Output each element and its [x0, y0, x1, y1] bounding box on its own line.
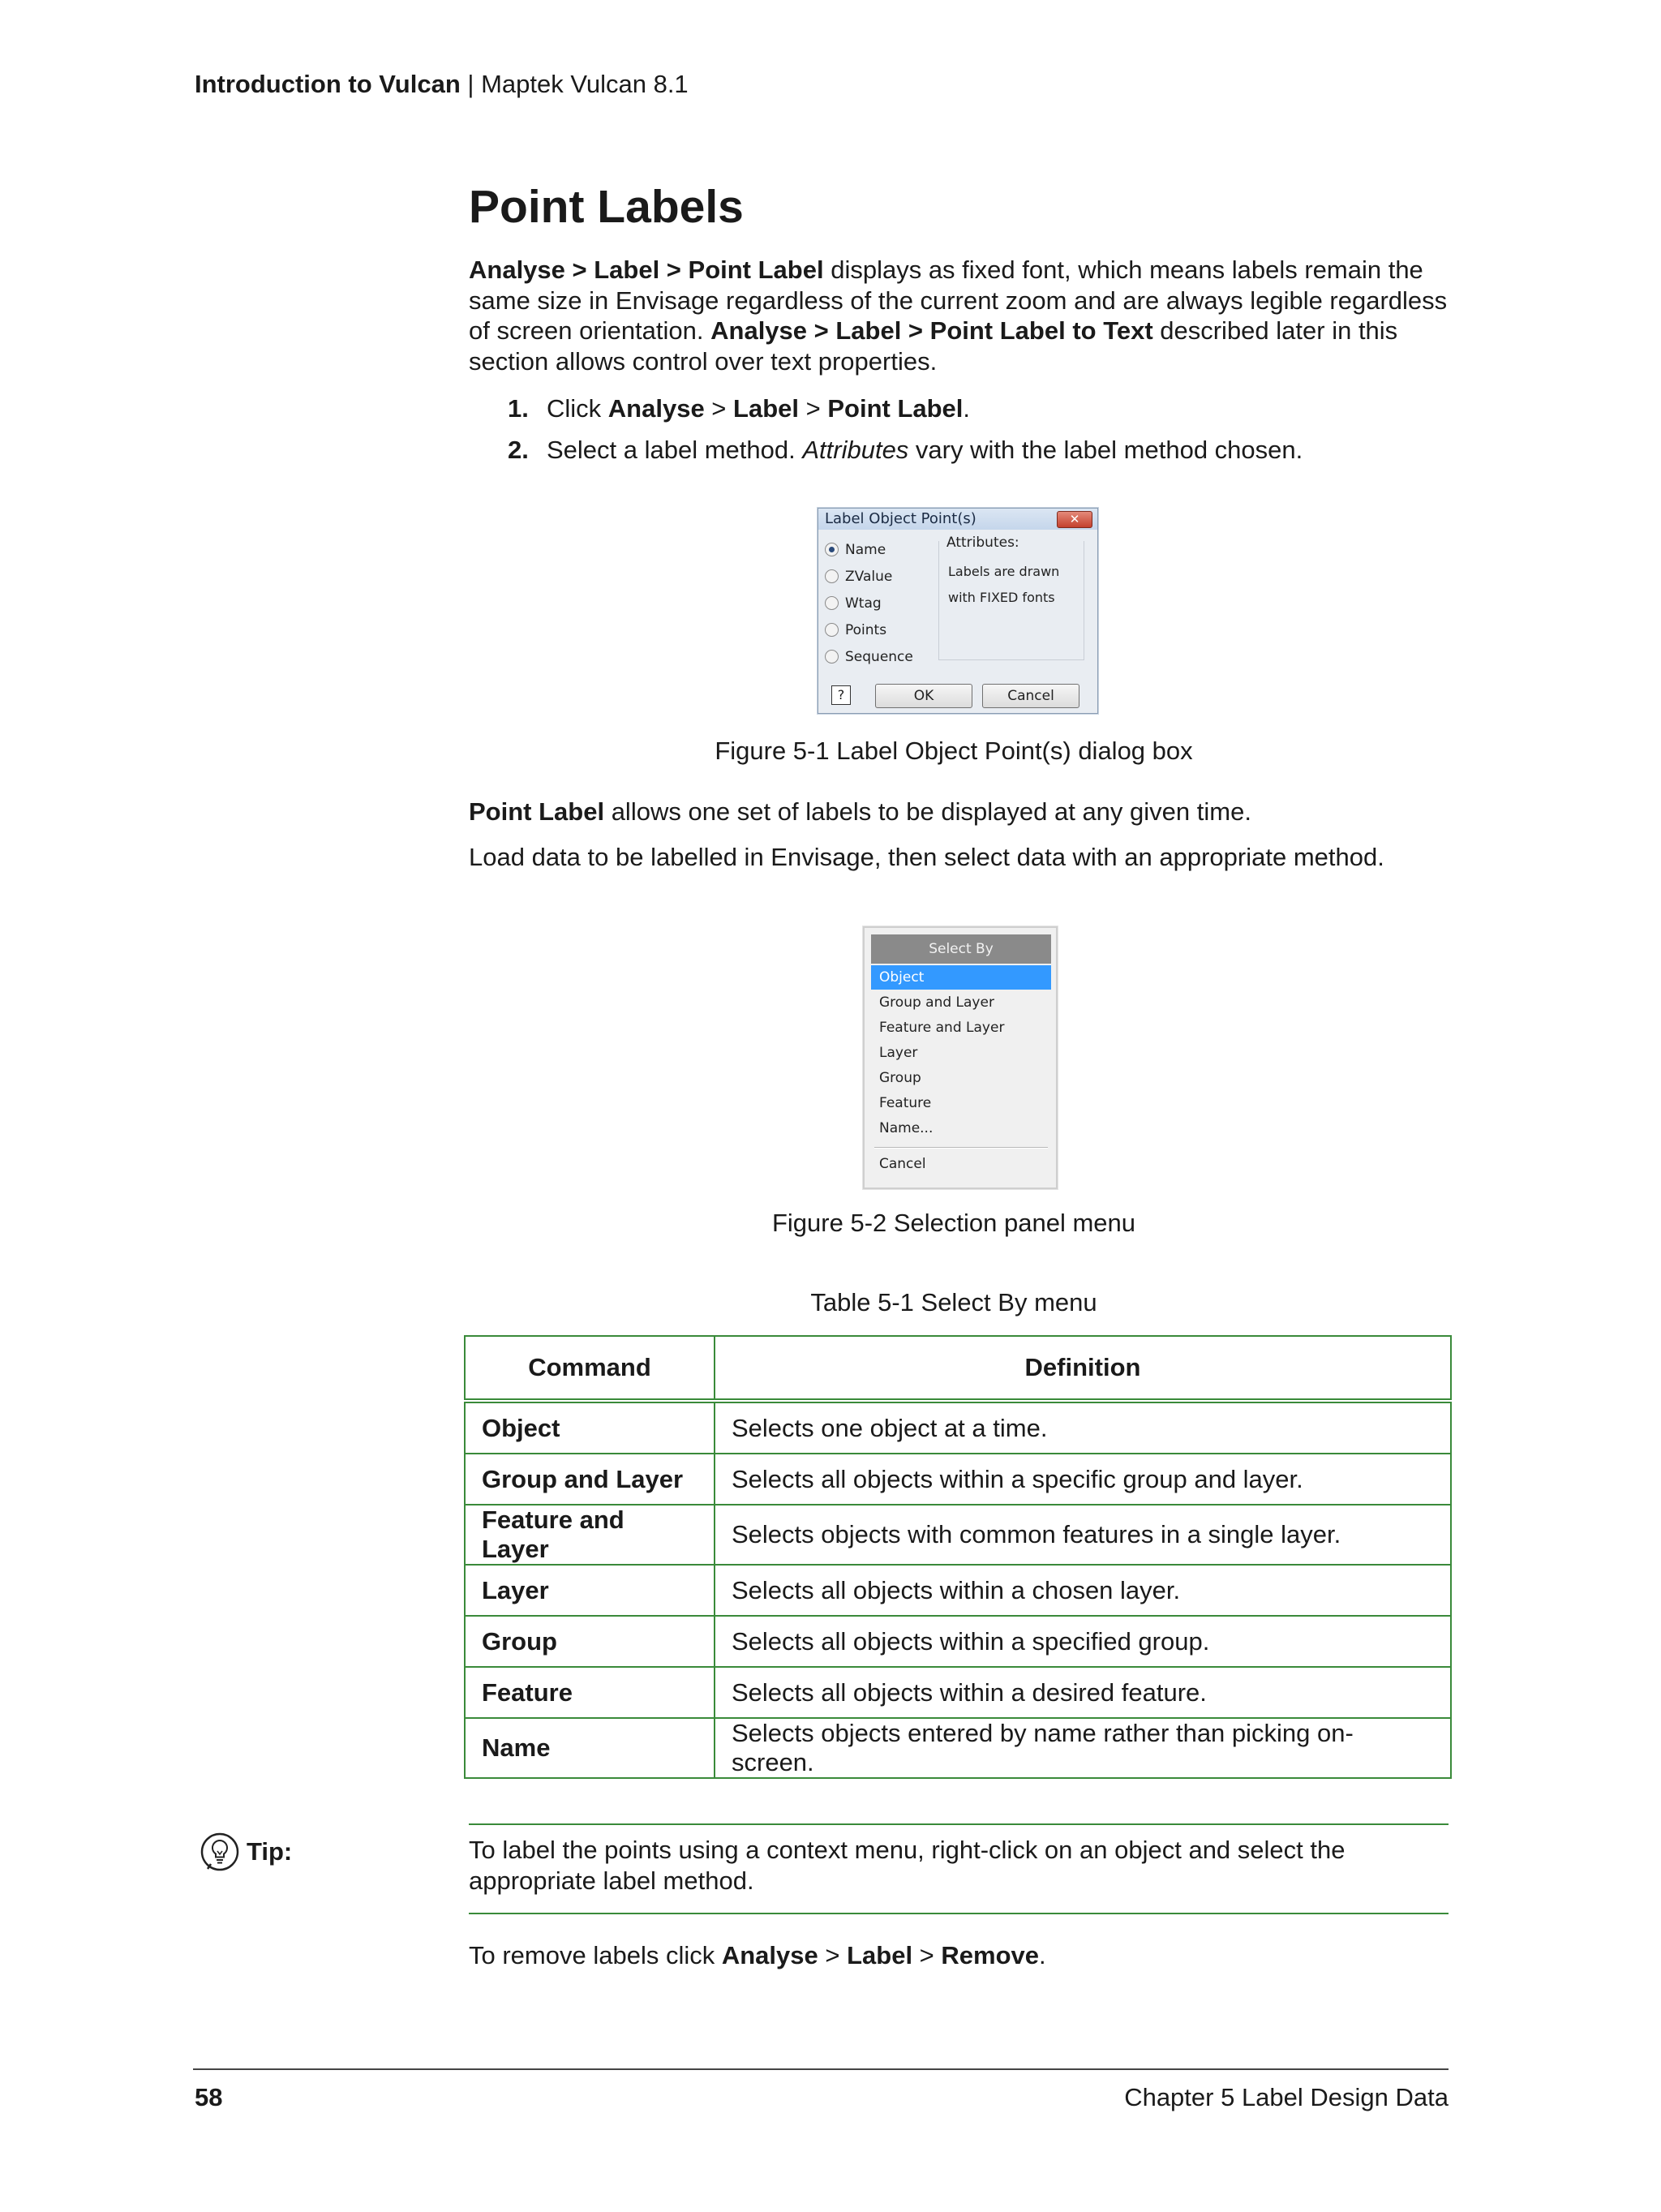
table-row — [465, 1565, 1451, 1616]
menu-item-name[interactable]: Name... — [879, 1120, 934, 1136]
definition-cell: Selects one object at a time. — [715, 1401, 1451, 1454]
table-row — [465, 1454, 1451, 1505]
help-icon[interactable]: ? — [831, 685, 851, 705]
table-row — [465, 1667, 1451, 1718]
attributes-title: Attributes: — [946, 535, 1023, 551]
header-doc-title: Introduction to Vulcan — [195, 70, 461, 98]
lightbulb-icon — [200, 1832, 240, 1872]
step-1 — [508, 394, 970, 423]
command-cell: Name — [465, 1718, 715, 1778]
table-row — [465, 1616, 1451, 1667]
footer-rule — [193, 2068, 1449, 2070]
table-header-row — [465, 1336, 1451, 1401]
tip-top-rule — [469, 1823, 1449, 1825]
paragraph-text: > — [818, 1941, 848, 1969]
tip-bottom-rule — [469, 1913, 1449, 1914]
ok-button[interactable]: OK — [875, 684, 972, 708]
command-cell: Layer — [465, 1565, 715, 1616]
menu-path: Analyse > Label > Point Label to Text — [710, 316, 1153, 345]
menu-name: Point Label — [469, 797, 605, 826]
step-text: > — [799, 394, 828, 423]
tip-text: To label the points using a context menu, right-click on an object and select the appropriate label method. — [469, 1836, 1346, 1895]
step-text: vary with the label method chosen. — [908, 436, 1303, 464]
paragraph-text: allows one set of labels to be displayed at any given time. — [604, 797, 1251, 826]
step-text: . — [963, 394, 971, 423]
select-by-table — [464, 1335, 1452, 1779]
radio-label: Sequence — [845, 648, 913, 665]
definition-cell: Selects objects with common features in a single layer. — [715, 1505, 1451, 1565]
definition-cell: Selects objects entered by name rather than picking on-screen. — [715, 1718, 1451, 1778]
radio-icon — [825, 596, 839, 610]
section-title: Point Labels — [469, 181, 744, 233]
menu-item-group[interactable]: Group — [879, 1070, 921, 1086]
table-row — [465, 1718, 1451, 1778]
menu-item-cancel[interactable]: Cancel — [879, 1156, 926, 1172]
menu-name: Point Label — [827, 394, 964, 423]
point-label-paragraph — [469, 797, 1450, 827]
menu-title: Select By — [871, 934, 1051, 964]
radio-name[interactable] — [825, 536, 913, 563]
step-number: 1. — [508, 394, 529, 423]
radio-icon — [825, 650, 839, 664]
menu-name: Label — [733, 394, 799, 423]
menu-item-layer[interactable]: Layer — [879, 1045, 918, 1061]
command-cell: Feature and Layer — [465, 1505, 715, 1565]
table-caption: Table 5-1 Select By menu — [810, 1288, 1097, 1316]
radio-label: Name — [845, 541, 886, 558]
close-icon[interactable]: ✕ — [1057, 511, 1092, 528]
radio-selected-icon — [825, 543, 839, 556]
menu-name: Remove — [941, 1941, 1040, 1969]
radio-label: Wtag — [845, 595, 882, 612]
menu-item-feature[interactable]: Feature — [879, 1095, 932, 1111]
radio-wtag[interactable] — [825, 590, 913, 616]
definition-cell: Selects all objects within a desired feature. — [715, 1667, 1451, 1718]
radio-points[interactable] — [825, 616, 913, 643]
radio-icon — [825, 569, 839, 583]
tip-label — [200, 1832, 292, 1872]
chapter-title: Chapter 5 Label Design Data — [1124, 2083, 1449, 2111]
menu-path: Analyse > Label > Point Label — [469, 256, 824, 284]
menu-name: Label — [847, 1941, 913, 1969]
paragraph-text: To remove labels click — [469, 1941, 722, 1969]
page-number: 58 — [195, 2083, 223, 2111]
radio-zvalue[interactable] — [825, 563, 913, 590]
paragraph-text: . — [1039, 1941, 1046, 1969]
figure-2-caption: Figure 5-2 Selection panel menu — [771, 1209, 1136, 1237]
menu-item-group-and-layer[interactable]: Group and Layer — [879, 994, 994, 1011]
attributes-text: Labels are drawn — [948, 564, 1060, 579]
menu-item-feature-and-layer[interactable]: Feature and Layer — [879, 1020, 1005, 1036]
figure-1-caption: Figure 5-1 Label Object Point(s) dialog box — [715, 737, 1193, 765]
intro-text: described later in this section allows control over text properties. — [469, 316, 1398, 376]
definition-cell: Selects all objects within a specific group and layer. — [715, 1454, 1451, 1505]
dialog-title-bar — [818, 509, 1097, 530]
intro-text: displays as fixed font, which means labels remain the same size in Envisage regardless of the current zoom and are always legible regardless of screen orientation. — [469, 256, 1448, 345]
header-separator: | — [460, 70, 482, 98]
label-object-points-dialog — [818, 508, 1098, 714]
command-cell: Group — [465, 1616, 715, 1667]
label-method-options — [825, 536, 913, 670]
command-cell: Feature — [465, 1667, 715, 1718]
definition-cell: Selects all objects within a chosen layer. — [715, 1565, 1451, 1616]
table-row — [465, 1401, 1451, 1454]
step-text: Select a label method. — [547, 436, 803, 464]
menu-name: Analyse — [721, 1941, 818, 1969]
step-emphasis: Attributes — [802, 436, 909, 464]
step-2 — [508, 436, 1303, 465]
step-number: 2. — [508, 436, 529, 464]
radio-label: Points — [845, 621, 887, 638]
tip-label-text: Tip: — [247, 1837, 293, 1866]
menu-separator — [874, 1147, 1048, 1149]
running-header — [195, 70, 689, 99]
menu-item-object[interactable]: Object — [871, 965, 1051, 990]
table-row — [465, 1505, 1451, 1565]
header-command: Command — [465, 1336, 715, 1401]
intro-paragraph — [469, 255, 1450, 376]
attributes-text: with FIXED fonts — [948, 590, 1055, 605]
dialog-title: Label Object Point(s) — [825, 510, 976, 527]
radio-label: ZValue — [845, 568, 893, 585]
cancel-button[interactable]: Cancel — [982, 684, 1079, 708]
header-definition: Definition — [715, 1336, 1451, 1401]
load-data-paragraph: Load data to be labelled in Envisage, then select data with an appropriate method. — [469, 843, 1384, 871]
step-text: > — [704, 394, 734, 423]
definition-cell: Selects all objects within a specified group. — [715, 1616, 1451, 1667]
select-by-menu — [863, 926, 1058, 1189]
step-text: Click — [547, 394, 608, 423]
command-cell: Object — [465, 1401, 715, 1454]
header-product: Maptek Vulcan 8.1 — [481, 70, 689, 98]
radio-icon — [825, 623, 839, 637]
radio-sequence[interactable] — [825, 643, 913, 670]
remove-labels-paragraph — [469, 1940, 1450, 1971]
menu-name: Analyse — [607, 394, 705, 423]
command-cell: Group and Layer — [465, 1454, 715, 1505]
paragraph-text: > — [912, 1941, 942, 1969]
